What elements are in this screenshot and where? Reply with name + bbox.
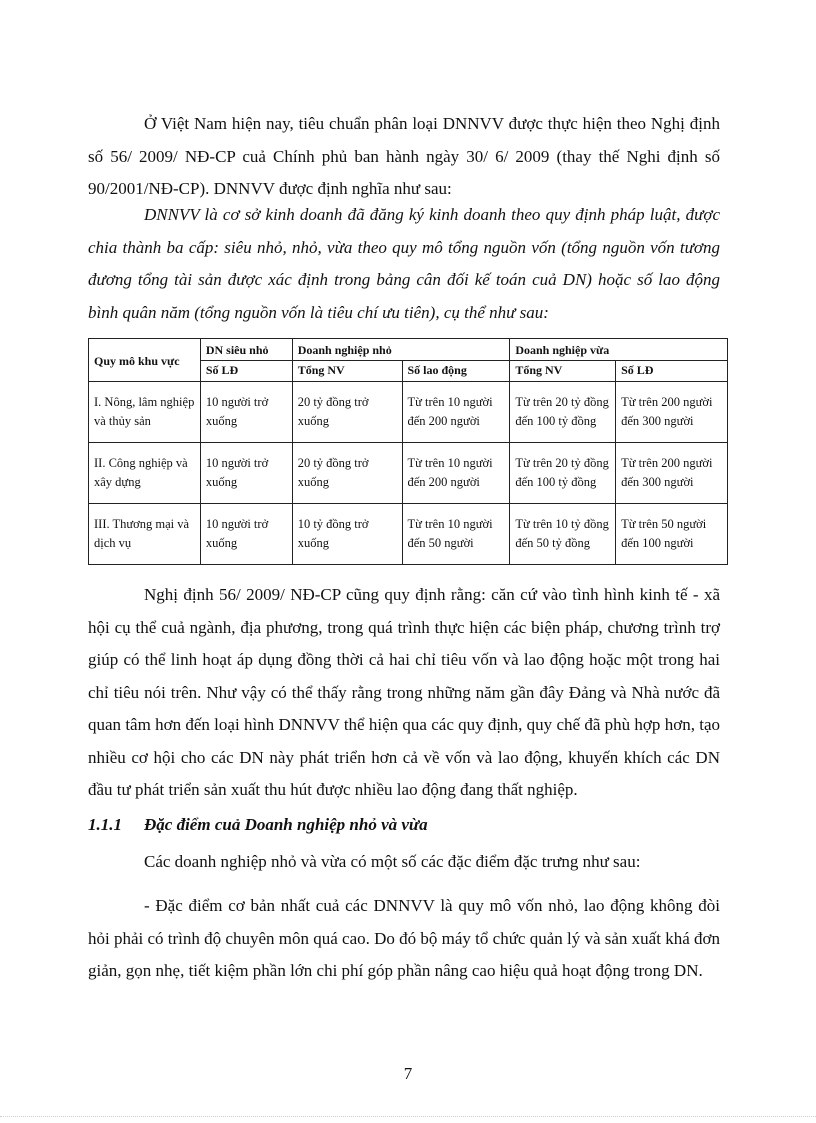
cell-medium-workers: Từ trên 50 người đến 100 người (616, 504, 728, 565)
section-title: Đặc điểm cuả Doanh nghiệp nhỏ và vừa (144, 815, 428, 834)
table-row (89, 443, 728, 504)
header-capital-medium: Tổng NV (510, 361, 616, 382)
table-row (89, 382, 728, 443)
cell-medium-workers: Từ trên 200 người đến 300 người (616, 382, 728, 443)
cell-small-capital: 10 tỷ đồng trở xuống (292, 504, 402, 565)
cell-sector: II. Công nghiệp và xây dựng (89, 443, 201, 504)
cell-small-capital: 20 tỷ đồng trở xuống (292, 443, 402, 504)
cell-small-workers: Từ trên 10 người đến 200 người (402, 382, 510, 443)
header-medium: Doanh nghiệp vừa (510, 339, 728, 361)
cell-medium-workers: Từ trên 200 người đến 300 người (616, 443, 728, 504)
cell-sector: I. Nông, lâm nghiệp và thủy sản (89, 382, 201, 443)
header-scale-by-sector: Quy mô khu vực (89, 339, 201, 382)
header-workers-medium: Số LĐ (616, 361, 728, 382)
feature-1-paragraph: - Đặc điểm cơ bản nhất cuả các DNNVV là quy mô vốn nhỏ, lao động không đòi hỏi phải có trình độ chuyên môn quá cao. Do đó bộ máy tổ chức quản lý và sản xuất khá đơn giản, gọn nhẹ, tiết kiệm phần lớn chi phí góp phần nâng cao hiệu quả hoạt động trong DN. (88, 896, 720, 980)
header-micro: DN siêu nhỏ (200, 339, 292, 361)
section-number: 1.1.1 (88, 815, 122, 834)
cell-small-workers: Từ trên 10 người đến 50 người (402, 504, 510, 565)
page-bottom-border (0, 1116, 816, 1117)
cell-medium-capital: Từ trên 20 tỷ đồng đến 100 tỷ đồng (510, 443, 616, 504)
features-intro-paragraph: Các doanh nghiệp nhỏ và vừa có một số các đặc điểm đặc trưng như sau: (144, 852, 641, 871)
cell-medium-capital: Từ trên 10 tỷ đồng đến 50 tỷ đồng (510, 504, 616, 565)
page-number: 7 (403, 1064, 413, 1083)
intro-paragraph: Ở Việt Nam hiện nay, tiêu chuẩn phân loại DNNVV được thực hiện theo Nghị định số 56/ 2009/ NĐ-CP cuả Chính phủ ban hành ngày 30/ 6/ 2009 (thay thế Nghi định số 90/2001/NĐ-CP). DNNVV được định nghĩa như sau: (88, 114, 720, 198)
decree-note-paragraph: Nghị định 56/ 2009/ NĐ-CP cũng quy định rằng: căn cứ vào tình hình kinh tế - xã hội cụ thể cuả ngành, địa phương, trong quá trình thực hiện các biện pháp, chương trình trợ giúp có thể linh hoạt áp dụng đồng thời cả hai chỉ tiêu vốn và lao động hoặc một trong hai chỉ tiêu nói trên. Như vậy có thể thấy rằng trong những năm gần đây Đảng và Nhà nước đã quan tâm hơn đến loại hình DNNVV thể hiện qua các quy định, quy chế đã phù hợp hơn, tạo nhiều cơ hội cho các DN này phát triển hơn cả về vốn và lao động, khuyến khích các DN đầu tư phát triển sản xuất thu hút được nhiều lao động đang thất nghiệp. (88, 585, 720, 799)
header-capital-small: Tổng NV (292, 361, 402, 382)
header-workers-micro: Số LĐ (200, 361, 292, 382)
header-workers-small: Số lao động (402, 361, 510, 382)
header-small: Doanh nghiệp nhỏ (292, 339, 510, 361)
cell-small-capital: 20 tỷ đồng trở xuống (292, 382, 402, 443)
definition-paragraph: DNNVV là cơ sở kinh doanh đã đăng ký kinh doanh theo quy định pháp luật, được chia thành ba cấp: siêu nhỏ, nhỏ, vừa theo quy mô tổng nguồn vốn (tổng nguồn vốn tương đương tổng tài sản được xác định trong bảng cân đối kế toán cuả DN) hoặc số lao động bình quân năm (tổng nguồn vốn là tiêu chí ưu tiên), cụ thể như sau: (88, 205, 720, 322)
section-heading (88, 812, 720, 838)
cell-micro-workers: 10 người trở xuống (200, 382, 292, 443)
cell-sector: III. Thương mại và dịch vụ (89, 504, 201, 565)
table-row (89, 504, 728, 565)
sme-classification-table (88, 338, 728, 565)
cell-micro-workers: 10 người trở xuống (200, 504, 292, 565)
cell-medium-capital: Từ trên 20 tỷ đồng đến 100 tỷ đồng (510, 382, 616, 443)
table-header-row (89, 339, 728, 361)
cell-micro-workers: 10 người trở xuống (200, 443, 292, 504)
cell-small-workers: Từ trên 10 người đến 200 người (402, 443, 510, 504)
